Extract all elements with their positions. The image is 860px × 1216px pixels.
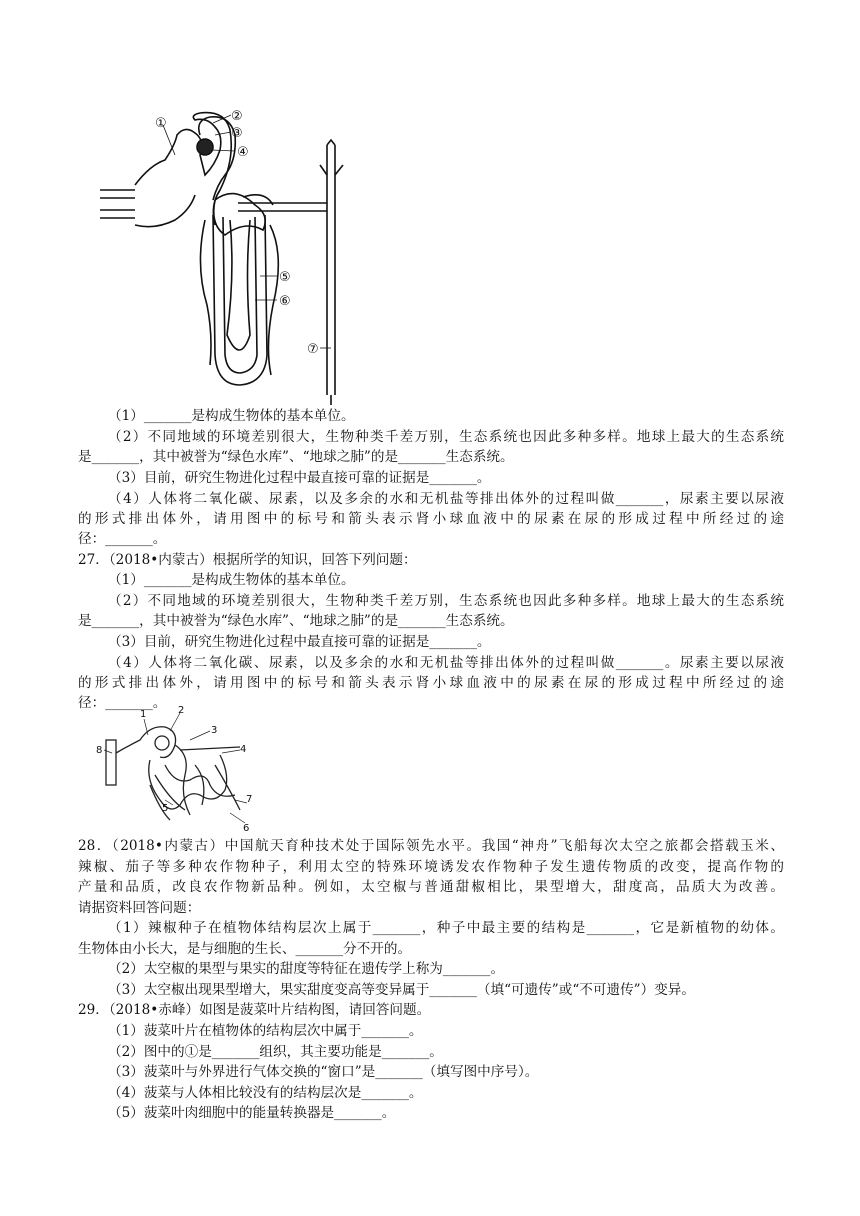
q28-q1a: （1）辣椒种子在植物体结构层次上属于_______，种子中最主要的结构是_______，它是新植物的幼体。 bbox=[108, 920, 784, 936]
q28-q1b: 生物体由小长大，是与细胞的生长、_______分不开的。 bbox=[78, 941, 412, 957]
q27-q2b: 是_______，其中被誉为“绿色水库”、“地球之肺”的是_______生态系统。 bbox=[78, 613, 514, 629]
block1-q1: （1）_______是构成生物体的基本单位。 bbox=[108, 408, 355, 424]
q29-q5: （5）菠菜叶肉细胞中的能量转换器是_______。 bbox=[108, 1105, 396, 1121]
block1-q3: （3）目前，研究生物进化过程中最直接可靠的证据是_______。 bbox=[108, 470, 491, 486]
block1-q2b: 是_______，其中被誉为“绿色水库”、“地球之肺”的是_______生态系统。 bbox=[78, 449, 514, 465]
diagram2-label-2: 2 bbox=[178, 705, 185, 716]
diagram1-label-5: ⑤ bbox=[279, 270, 291, 285]
q28-line3: 产量和品质，改良农作物新品种。例如，太空椒与普通甜椒相比，果型增大，甜度高，品质大为改善。 bbox=[78, 879, 784, 895]
block1-q4c: 径：_______。 bbox=[78, 531, 167, 547]
q27-q4c: 径：_______。 bbox=[78, 695, 167, 711]
q28-line1: 28．（2018•内蒙古）中国航天育种技术处于国际领先水平。我国“神舟”飞船每次太空之旅都会搭载玉米、 bbox=[78, 838, 784, 854]
q27-q1: （1）_______是构成生物体的基本单位。 bbox=[108, 572, 355, 588]
q28-line4: 请据资料回答问题： bbox=[78, 900, 201, 916]
diagram1-label-1: ① bbox=[155, 116, 167, 131]
q29-heading: 29．（2018•赤峰）如图是菠菜叶片结构图，请回答问题。 bbox=[78, 1002, 431, 1018]
q28-q2: （2）太空椒的果型与果实的甜度等特征在遗传学上称为_______。 bbox=[108, 961, 505, 977]
diagram2-label-1: 1 bbox=[140, 709, 147, 720]
q28-line2: 辣椒、茄子等多种农作物种子，利用太空的特殊环境诱发农作物种子发生遗传物质的改变，提高作物的 bbox=[78, 859, 784, 875]
q29-q1: （1）菠菜叶片在植物体的结构层次中属于_______。 bbox=[108, 1023, 423, 1039]
block1-q4a: （4）人体将二氧化碳、尿素，以及多余的水和无机盐等排出体外的过程叫做_______，尿素主要以尿液 bbox=[108, 491, 784, 507]
diagram1-label-2: ② bbox=[231, 109, 243, 124]
q27-heading: 27．（2018•内蒙古）根据所学的知识，回答下列问题： bbox=[78, 552, 417, 568]
q27-q3: （3）目前，研究生物进化过程中最直接可靠的证据是_______。 bbox=[108, 634, 491, 650]
nephron-diagram bbox=[95, 105, 355, 405]
diagram2-label-7: 7 bbox=[246, 794, 253, 805]
diagram1-label-6: ⑥ bbox=[279, 294, 291, 309]
nephron-diagram-small bbox=[90, 705, 260, 835]
diagram2-label-6: 6 bbox=[243, 823, 250, 834]
q29-q4: （4）菠菜与人体相比较没有的结构层次是_______。 bbox=[108, 1085, 423, 1101]
diagram1-label-7: ⑦ bbox=[307, 342, 319, 357]
diagram2-label-4: 4 bbox=[240, 744, 247, 755]
q29-q3: （3）菠菜叶与外界进行气体交换的“窗口”是_______（填写图中序号）。 bbox=[108, 1064, 539, 1080]
diagram2-label-3: 3 bbox=[211, 725, 218, 736]
diagram1-label-4: ④ bbox=[237, 145, 249, 160]
q28-q3: （3）太空椒出现果型增大，果实甜度变高等变异属于_______（填“可遗传”或“不可遗传”）变异。 bbox=[108, 982, 695, 998]
diagram1-label-3: ③ bbox=[231, 126, 243, 141]
q27-q4b: 的形式排出体外，请用图中的标号和箭头表示肾小球血液中的尿素在尿的形成过程中所经过的途 bbox=[78, 675, 784, 691]
block1-q2a: （2）不同地域的环境差别很大，生物种类千差万别，生态系统也因此多种多样。地球上最大的生态系统 bbox=[108, 429, 784, 445]
diagram2-label-8: 8 bbox=[96, 745, 103, 756]
q29-q2: （2）图中的①是_______组织，其主要功能是_______。 bbox=[108, 1044, 443, 1060]
q27-q4a: （4）人体将二氧化碳、尿素，以及多余的水和无机盐等排出体外的过程叫做_______。尿素主要以尿液 bbox=[108, 655, 784, 671]
block1-q4b: 的形式排出体外，请用图中的标号和箭头表示肾小球血液中的尿素在尿的形成过程中所经过的途 bbox=[78, 511, 784, 527]
q27-q2a: （2）不同地域的环境差别很大，生物种类千差万别，生态系统也因此多种多样。地球上最大的生态系统 bbox=[108, 593, 784, 609]
diagram2-label-5: 5 bbox=[162, 803, 169, 814]
